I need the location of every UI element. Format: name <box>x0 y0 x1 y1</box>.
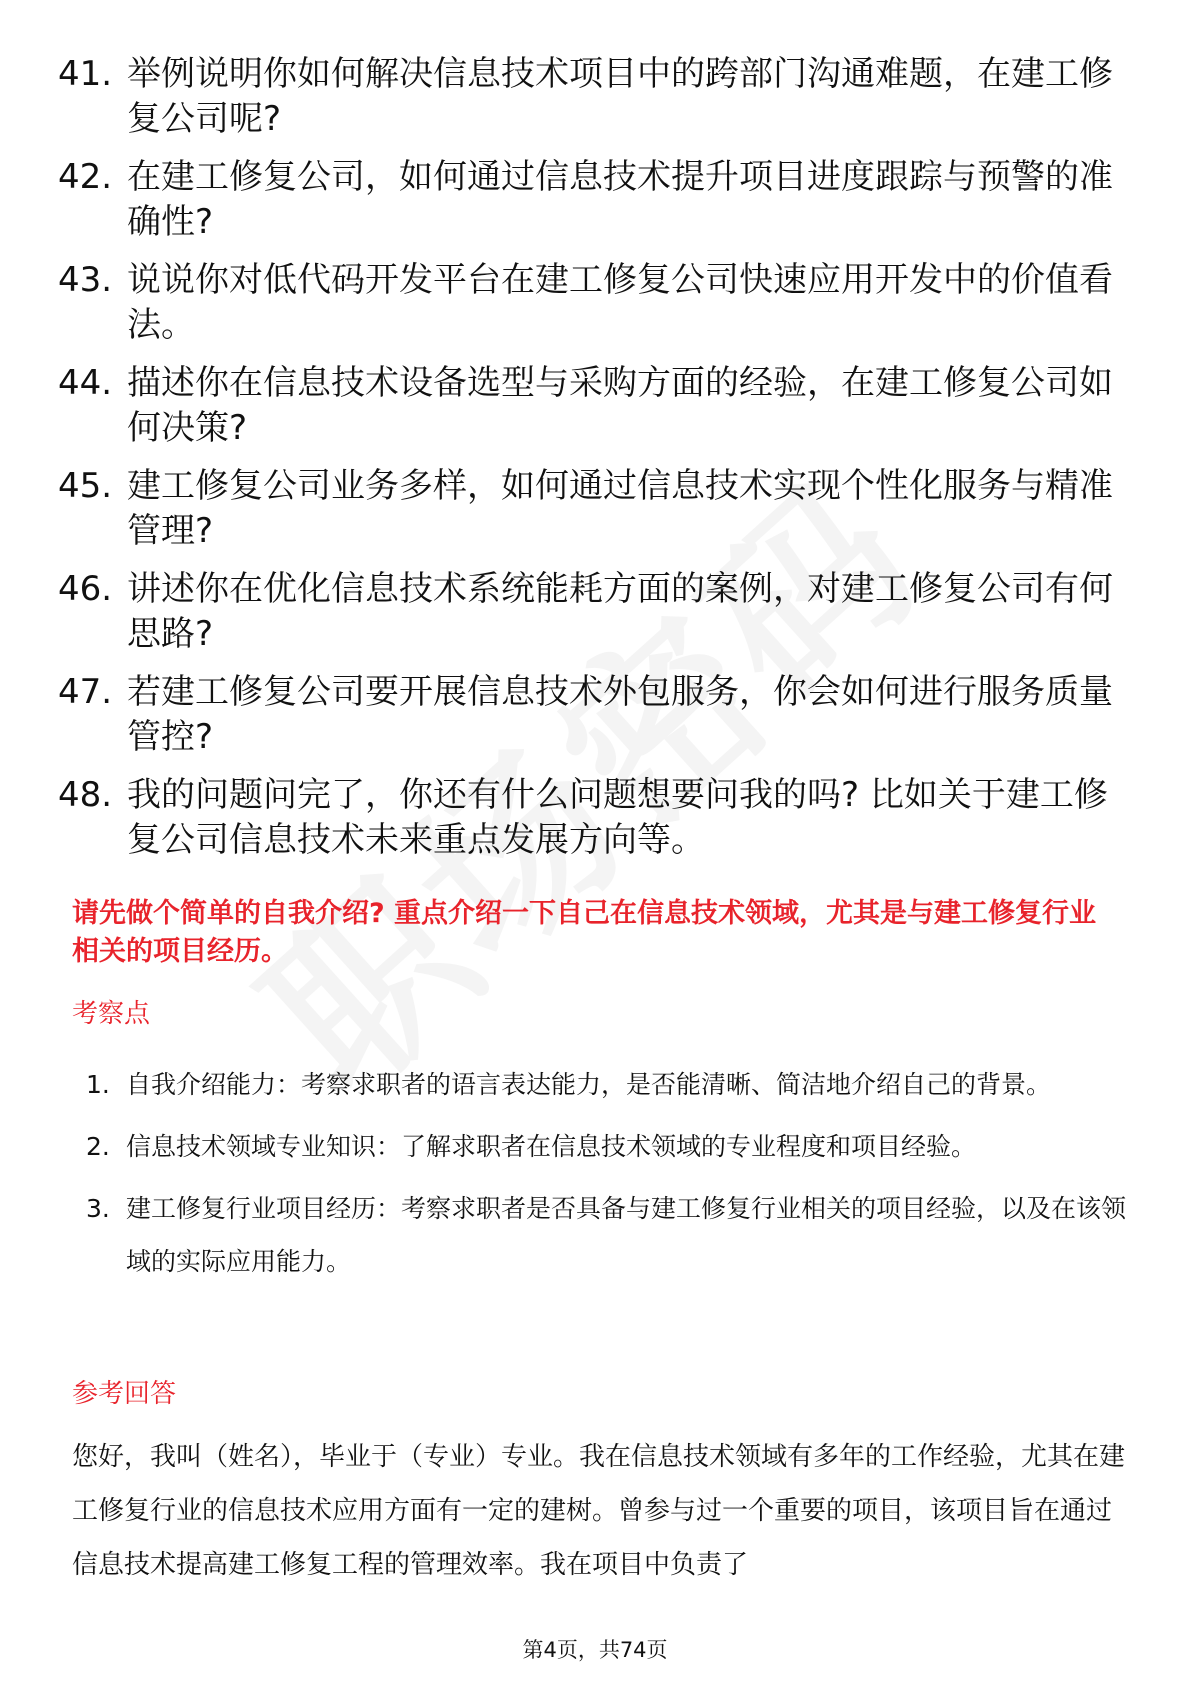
list-item <box>58 567 1138 657</box>
question-text: 建工修复公司业务多样，如何通过信息技术实现个性化服务与精准管理? <box>127 466 1113 551</box>
list-item <box>58 52 1138 142</box>
question-text: 讲述你在优化信息技术系统能耗方面的案例，对建工修复公司有何思路? <box>127 569 1113 654</box>
point-number: 1. <box>86 1070 110 1099</box>
point-text: 信息技术领域专业知识：了解求职者在信息技术领域的专业程度和项目经验。 <box>126 1132 977 1161</box>
list-item <box>58 670 1138 760</box>
point-number: 3. <box>86 1194 110 1223</box>
question-list <box>58 52 1138 876</box>
question-text: 若建工修复公司要开展信息技术外包服务，你会如何进行服务质量管控? <box>127 672 1113 757</box>
evaluation-section-title: 考察点 <box>72 999 151 1029</box>
question-number: 42. <box>58 157 113 197</box>
point-text: 自我介绍能力：考察求职者的语言表达能力，是否能清晰、简洁地介绍自己的背景。 <box>126 1070 1052 1099</box>
reference-answer-title: 参考回答 <box>72 1379 177 1409</box>
question-text: 描述你在信息技术设备选型与采购方面的经验，在建工修复公司如何决策? <box>127 363 1113 448</box>
question-text: 在建工修复公司，如何通过信息技术提升项目进度跟踪与预警的准确性? <box>127 157 1113 242</box>
point-number: 2. <box>86 1132 110 1161</box>
question-number: 44. <box>58 363 113 403</box>
list-item <box>58 464 1138 554</box>
list-item <box>86 1182 1126 1288</box>
question-number: 41. <box>58 54 113 94</box>
list-item <box>86 1058 1126 1111</box>
list-item <box>86 1120 1126 1173</box>
evaluation-points-list <box>86 1058 1126 1297</box>
question-text: 举例说明你如何解决信息技术项目中的跨部门沟通难题，在建工修复公司呢? <box>127 54 1113 139</box>
point-text: 建工修复行业项目经历：考察求职者是否具备与建工修复行业相关的项目经验，以及在该领域的实际应用能力。 <box>126 1194 1127 1276</box>
list-item <box>58 773 1138 863</box>
question-number: 47. <box>58 672 113 712</box>
featured-question-heading: 请先做个简单的自我介绍? 重点介绍一下自己在信息技术领域，尤其是与建工修复行业相关的项目经历。 <box>72 898 1097 967</box>
question-number: 43. <box>58 260 113 300</box>
list-item <box>58 258 1138 348</box>
question-number: 46. <box>58 569 113 609</box>
question-number: 48. <box>58 775 113 815</box>
list-item <box>58 361 1138 451</box>
reference-answer-text: 您好，我叫（姓名），毕业于（专业）专业。我在信息技术领域有多年的工作经验，尤其在建工修复行业的信息技术应用方面有一定的建树。曾参与过一个重要的项目，该项目旨在通过信息技术提高建工修复工程的管理效率。我在项目中负责了 <box>72 1442 1126 1580</box>
question-text: 我的问题问完了，你还有什么问题想要问我的吗? 比如关于建工修复公司信息技术未来重点发展方向等。 <box>127 775 1108 860</box>
question-number: 45. <box>58 466 113 506</box>
list-item <box>58 155 1138 245</box>
page-number-footer: 第4页，共74页 <box>522 1638 668 1662</box>
question-text: 说说你对低代码开发平台在建工修复公司快速应用开发中的价值看法。 <box>127 260 1113 345</box>
